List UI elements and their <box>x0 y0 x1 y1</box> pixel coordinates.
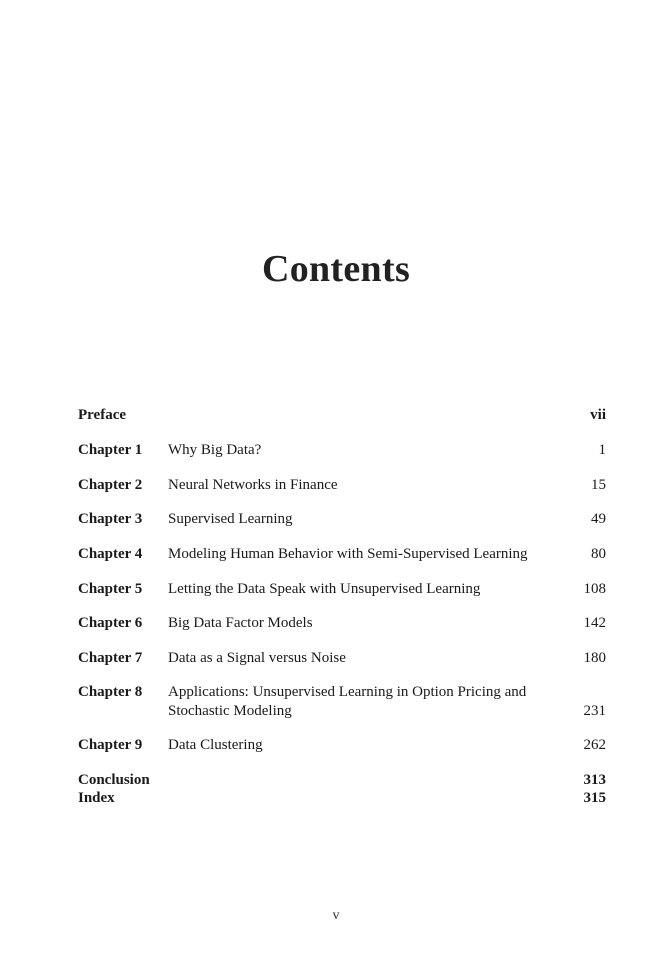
toc-entry-title: Modeling Human Behavior with Semi-Supervised Learning <box>168 546 528 562</box>
toc-entry-label: Index <box>78 790 115 806</box>
toc-entry-label: Chapter 9 <box>78 737 143 753</box>
toc-entry-page: 108 <box>583 581 606 597</box>
toc-entry-page: 262 <box>583 737 606 753</box>
toc-entry-conclusion[interactable] <box>78 771 606 790</box>
toc-entry-label: Preface <box>78 407 127 423</box>
toc-entry-title: Data Clustering <box>168 737 263 753</box>
toc-entry-chapter-3[interactable] <box>78 510 606 529</box>
toc-entry-page: 1 <box>598 442 606 458</box>
toc-entry-chapter-8[interactable] <box>78 683 606 721</box>
toc-entry-label: Conclusion <box>78 772 150 788</box>
toc-entry-label: Chapter 1 <box>78 442 143 458</box>
toc-entry-label: Chapter 7 <box>78 650 143 666</box>
toc-entry-preface[interactable] <box>78 406 606 425</box>
toc-entry-page: 49 <box>591 511 606 527</box>
toc-entry-chapter-1[interactable] <box>78 441 606 460</box>
toc-entry-label: Chapter 8 <box>78 684 143 700</box>
toc-entry-page: vii <box>590 407 606 423</box>
toc-entry-chapter-7[interactable] <box>78 649 606 668</box>
toc-entry-label: Chapter 3 <box>78 511 143 527</box>
toc-entry-title: Supervised Learning <box>168 511 293 527</box>
toc-entry-chapter-2[interactable] <box>78 476 606 495</box>
toc-entry-title: Applications: Unsupervised Learning in Option Pricing and Stochastic Modeling <box>168 684 527 719</box>
toc-entry-chapter-4[interactable] <box>78 545 606 564</box>
toc-entry-page: 142 <box>583 615 606 631</box>
toc-entry-page: 15 <box>591 477 606 493</box>
toc-entry-title: Why Big Data? <box>168 442 262 458</box>
page-title: Contents <box>261 248 411 290</box>
toc-entry-page: 315 <box>583 790 606 806</box>
toc-entry-page: 180 <box>583 650 606 666</box>
toc-entry-label: Chapter 2 <box>78 477 143 493</box>
toc-entry-chapter-9[interactable] <box>78 736 606 755</box>
toc-entry-index[interactable] <box>78 789 606 808</box>
page-number: v <box>332 908 340 923</box>
toc-entry-chapter-5[interactable] <box>78 580 606 599</box>
toc-entry-label: Chapter 5 <box>78 581 143 597</box>
toc-entry-chapter-6[interactable] <box>78 614 606 633</box>
toc-entry-title: Big Data Factor Models <box>168 615 313 631</box>
toc-entry-page: 80 <box>591 546 606 562</box>
toc-entry-title: Data as a Signal versus Noise <box>168 650 346 666</box>
toc-entry-page: 313 <box>583 772 606 788</box>
toc-entry-label: Chapter 4 <box>78 546 143 562</box>
toc-entry-label: Chapter 6 <box>78 615 143 631</box>
toc-entry-title: Neural Networks in Finance <box>168 477 338 493</box>
toc-entry-page: 231 <box>583 703 606 719</box>
toc-entry-title: Letting the Data Speak with Unsupervised Learning <box>168 581 481 597</box>
